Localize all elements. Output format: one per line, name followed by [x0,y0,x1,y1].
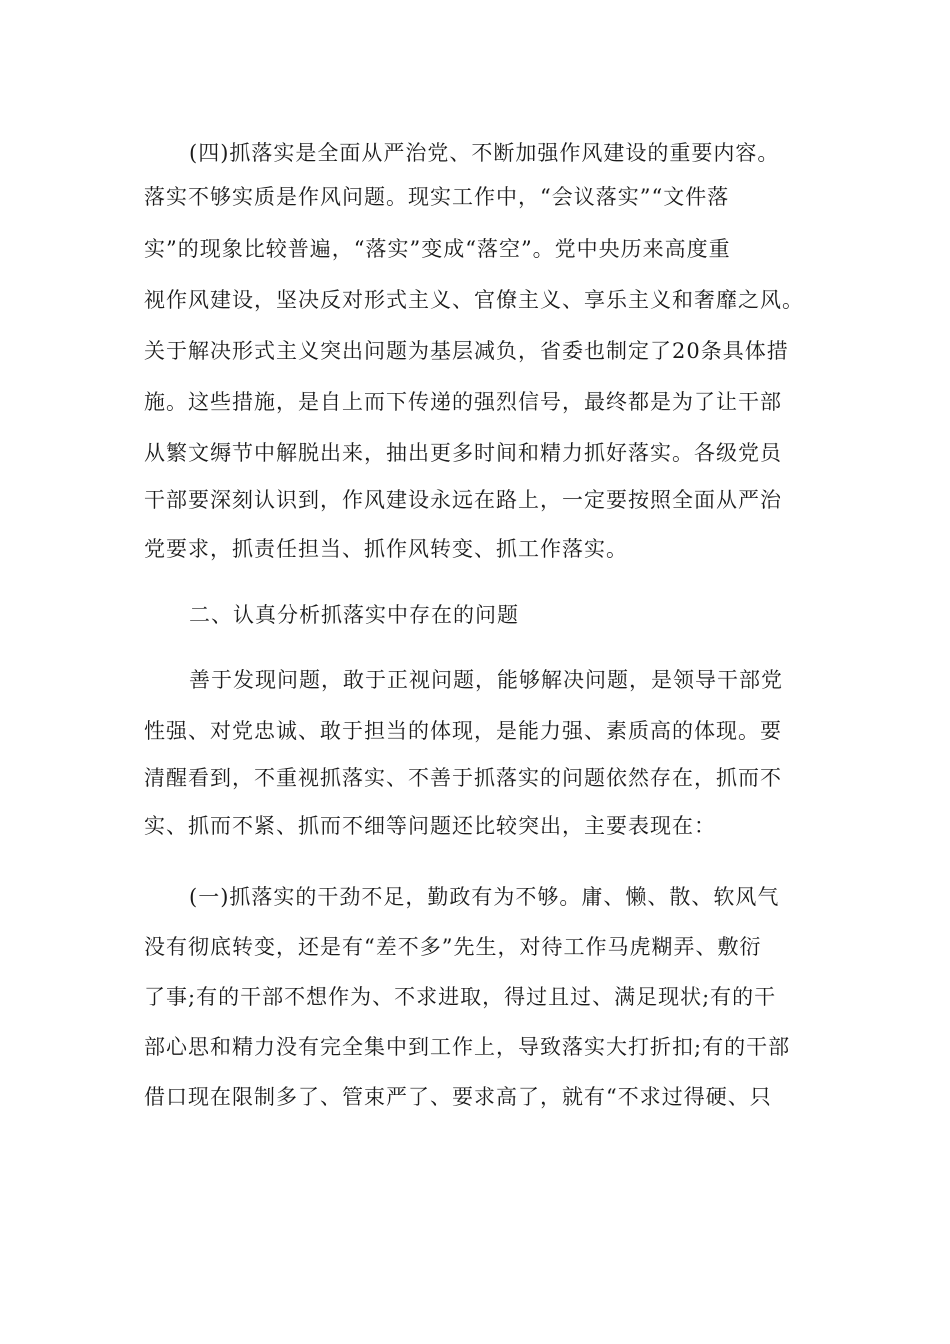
paragraph-4-line-5 [0,331,950,371]
text-line: 干部要深刻认识到，作风建设永远在路上，一定要按照全面从严治 [144,488,782,512]
text-line: 部心思和精力没有完全集中到工作上，导致落实大打折扣;有的干部 [144,1035,791,1059]
text-line: 从繁文缛节中解脱出来，抽出更多时间和精力抓好落实。各级党员 [144,441,782,465]
text-line: 了事;有的干部不想作为、不求进取，得过且过、满足现状;有的干 [144,985,777,1009]
paragraph-5-line-3 [0,758,950,798]
text-line: 关于解决形式主义突出问题为基层减负，省委也制定了20条具体措 [144,339,789,363]
heading-text: 二、认真分析抓落实中存在的问题 [189,603,519,627]
paragraph-5-line-2 [0,711,950,751]
paragraph-4-line-3 [0,229,950,269]
paragraph-4-line-9 [0,529,950,569]
paragraph-6-line-4 [0,1027,950,1067]
paragraph-6-line-3 [0,977,950,1017]
text-line: 视作风建设，坚决反对形式主义、官僚主义、享乐主义和奢靡之风。 [144,288,804,312]
paragraph-5-line-1 [0,660,950,700]
text-line: (四)抓落实是全面从严治党、不断加强作风建设的重要内容。 [189,141,780,165]
paragraph-6-line-2 [0,927,950,967]
text-line: 实”的现象比较普遍，“落实”变成“落空”。党中央历来高度重 [144,237,731,261]
paragraph-4-line-2 [0,177,950,217]
paragraph-4-line-1 [0,133,950,173]
paragraph-4-line-8 [0,480,950,520]
text-line: 借口现在限制多了、管束严了、要求高了，就有“不求过得硬、只 [144,1085,772,1109]
text-line: 落实不够实质是作风问题。现实工作中，“会议落实”“文件落 [144,185,730,209]
text-line: (一)抓落实的干劲不足，勤政有为不够。庸、懒、散、软风气 [189,885,780,909]
paragraph-6-line-1 [0,877,950,917]
text-line: 清醒看到，不重视抓落实、不善于抓落实的问题依然存在，抓而不 [144,766,782,790]
text-line: 施。这些措施，是自上而下传递的强烈信号，最终都是为了让干部 [144,390,782,414]
paragraph-4-line-4 [0,280,950,320]
paragraph-6-line-5 [0,1077,950,1117]
paragraph-4-line-7 [0,433,950,473]
text-line: 党要求，抓责任担当、抓作风转变、抓工作落实。 [144,537,628,561]
text-line: 实、抓而不紧、抓而不细等问题还比较突出，主要表现在： [144,814,716,838]
text-line: 性强、对党忠诚、敢于担当的体现，是能力强、素质高的体现。要 [144,719,782,743]
paragraph-4-line-6 [0,382,950,422]
text-line: 善于发现问题，敢于正视问题，能够解决问题，是领导干部党 [189,668,783,692]
paragraph-5-line-4 [0,806,950,846]
section-heading [0,595,950,635]
text-line: 没有彻底转变，还是有“差不多”先生，对待工作马虎糊弄、敷衍 [144,935,762,959]
